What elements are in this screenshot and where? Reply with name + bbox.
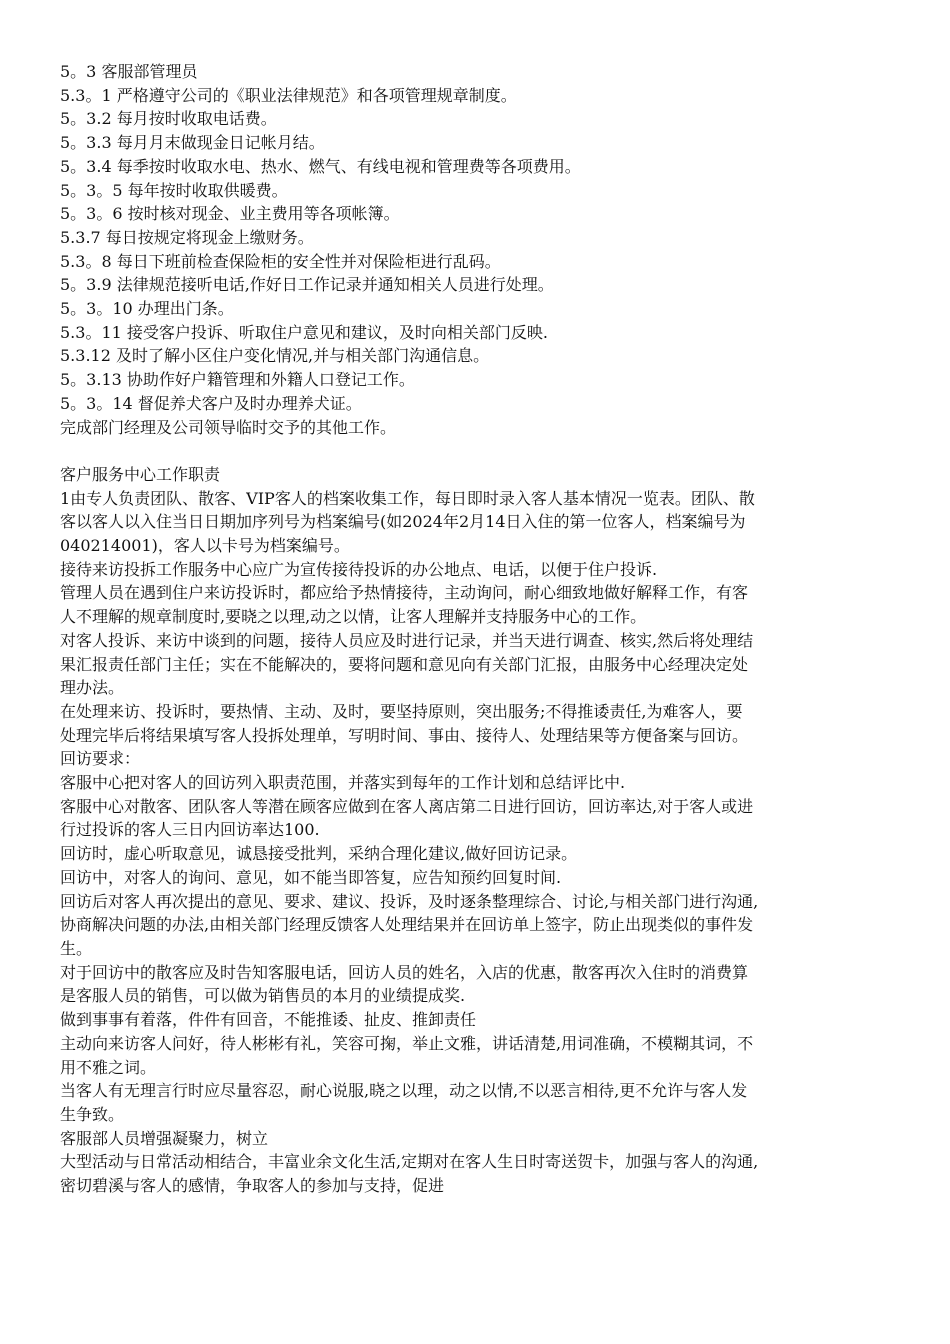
paragraph-line: 当客人有无理言行时应尽量容忍，耐心说服,晓之以理，动之以情,不以恶言相待,更不允许与客人发 bbox=[60, 1081, 748, 1101]
paragraph-line: 果汇报责任部门主任；实在不能解决的，要将问题和意见向有关部门汇报，由服务中心经理决定处 bbox=[60, 654, 749, 674]
paragraph-line: 密切碧溪与客人的感情，争取客人的参加与支持，促进 bbox=[60, 1176, 445, 1196]
paragraph-line: 接待来访投拆工作服务中心应广为宣传接待投诉的办公地点、电话，以便于住户投诉. bbox=[60, 559, 658, 579]
duty-paragraph bbox=[60, 629, 900, 700]
duty-paragraphs bbox=[60, 487, 900, 1198]
paragraph-line: 040214001)，客人以卡号为档案编号。 bbox=[60, 536, 350, 556]
paragraph-line: 对客人投诉、来访中谈到的问题，接待人员应及时进行记录，并当天进行调查、核实,然后将处理结 bbox=[60, 630, 754, 650]
duty-paragraph bbox=[60, 581, 900, 628]
duty-item: 5.3。11 接受客户投诉、听取住户意见和建议，及时向相关部门反映. bbox=[60, 322, 548, 342]
paragraph-line: 处理完毕后将结果填写客人投拆处理单，写明时间、事由、接待人、处理结果等方便备案与回访。 bbox=[60, 725, 749, 745]
section-heading-customer-service-admin: 5。3 客服部管理员 bbox=[60, 62, 198, 81]
duty-item: 5。3.2 每月按时收取电话费。 bbox=[60, 109, 277, 129]
paragraph-line: 客服中心把对客人的回访列入职责范围，并落实到每年的工作计划和总结评比中. bbox=[60, 773, 626, 793]
paragraph-line: 回访要求： bbox=[60, 749, 141, 769]
duty-paragraph bbox=[60, 771, 900, 795]
paragraph-line: 1由专人负责团队、散客、VIP客人的档案收集工作，每日即时录入客人基本情况一览表。团队、散 bbox=[60, 488, 755, 508]
paragraph-line: 是客服人员的销售，可以做为销售员的本月的业绩提成奖. bbox=[60, 986, 466, 1006]
duty-paragraph bbox=[60, 1127, 900, 1151]
duty-item: 5.3。8 每日下班前检查保险柜的安全性并对保险柜进行乱码。 bbox=[60, 251, 501, 271]
duty-item: 5。3.4 每季按时收取水电、热水、燃气、有线电视和管理费等各项费用。 bbox=[60, 156, 581, 176]
paragraph-line: 行过投诉的客人三日内回访率达100. bbox=[60, 820, 320, 840]
duty-paragraph bbox=[60, 747, 900, 771]
duty-item: 完成部门经理及公司领导临时交予的其他工作。 bbox=[60, 417, 397, 437]
duty-paragraph bbox=[60, 1079, 900, 1126]
duty-item: 5。3.13 协助作好户籍管理和外籍人口登记工作。 bbox=[60, 370, 415, 390]
paragraph-line: 协商解决问题的办法,由相关部门经理反馈客人处理结果并在回访单上签字，防止出现类似的事件发 bbox=[60, 915, 754, 935]
duty-item: 5.3.12 及时了解小区住户变化情况,并与相关部门沟通信息。 bbox=[60, 346, 490, 366]
paragraph-line: 客服中心对散客、团队客人等潜在顾客应做到在客人离店第二日进行回访，回访率达,对于客人或进 bbox=[60, 796, 754, 816]
duty-paragraph bbox=[60, 1008, 900, 1032]
duty-paragraph bbox=[60, 1032, 900, 1079]
paragraph-line: 对于回访中的散客应及时告知客服电话，回访人员的姓名，入店的优惠，散客再次入住时的消费算 bbox=[60, 962, 749, 982]
paragraph-line: 大型活动与日常活动相结合，丰富业余文化生活,定期对在客人生日时寄送贺卡，加强与客人的沟通, bbox=[60, 1152, 759, 1172]
paragraph-line: 主动向来访客人问好，待人彬彬有礼，笑容可掬，举止文雅，讲话清楚,用词准确，不模糊其词，不 bbox=[60, 1033, 754, 1053]
duty-item: 5。3。5 每年按时收取供暖费。 bbox=[60, 180, 288, 200]
paragraph-line: 在处理来访、投诉时，要热情、主动、及时，要坚持原则，突出服务;不得推诿责任,为难客人，要 bbox=[60, 701, 743, 721]
paragraph-line: 人不理解的规章制度时,要晓之以理,动之以情，让客人理解并支持服务中心的工作。 bbox=[60, 607, 647, 627]
paragraph-line: 用不雅之词。 bbox=[60, 1057, 157, 1077]
paragraph-line: 生争致。 bbox=[60, 1104, 125, 1124]
duty-paragraph bbox=[60, 700, 900, 747]
duty-paragraph bbox=[60, 487, 900, 558]
duty-item: 5。3.9 法律规范接听电话,作好日工作记录并通知相关人员进行处理。 bbox=[60, 275, 554, 295]
paragraph-line: 回访后对客人再次提出的意见、要求、建议、投诉，及时逐条整理综合、讨论,与相关部门进行沟通, bbox=[60, 891, 759, 911]
paragraph-line: 生。 bbox=[60, 939, 93, 958]
duty-item: 5.3.7 每日按规定将现金上缴财务。 bbox=[60, 227, 314, 247]
section-spacer bbox=[60, 439, 900, 463]
duty-paragraph bbox=[60, 866, 900, 890]
paragraph-line: 管理人员在遇到住户来访投诉时，都应给予热情接待，主动询问，耐心细致地做好解释工作，有客 bbox=[60, 583, 749, 603]
duty-paragraph bbox=[60, 558, 900, 582]
document-page bbox=[60, 60, 900, 1198]
paragraph-line: 回访时，虚心听取意见，诚恳接受批判，采纳合理化建议,做好回访记录。 bbox=[60, 844, 578, 864]
duty-item: 5。3。6 按时核对现金、业主费用等各项帐簿。 bbox=[60, 204, 400, 224]
duty-paragraph bbox=[60, 795, 900, 842]
duty-list bbox=[60, 84, 900, 440]
duty-paragraph bbox=[60, 1150, 900, 1197]
duty-item: 5。3。10 办理出门条。 bbox=[60, 299, 234, 319]
paragraph-line: 客以客人以入住当日日期加序列号为档案编号(如2024年2月14日入住的第一位客人，档案编号为 bbox=[60, 512, 746, 532]
duty-paragraph bbox=[60, 961, 900, 1008]
paragraph-line: 做到事事有着落，件件有回音，不能推诿、扯皮、推卸责任 bbox=[60, 1010, 477, 1030]
paragraph-line: 回访中，对客人的询问、意见，如不能当即答复，应告知预约回复时间. bbox=[60, 867, 562, 887]
duty-paragraph bbox=[60, 842, 900, 866]
duty-paragraph bbox=[60, 890, 900, 961]
paragraph-line: 理办法。 bbox=[60, 678, 125, 698]
paragraph-line: 客服部人员增强凝聚力，树立 bbox=[60, 1128, 269, 1148]
duty-item: 5。3。14 督促养犬客户及时办理养犬证。 bbox=[60, 393, 362, 413]
duty-item: 5.3。1 严格遵守公司的《职业法律规范》和各项管理规章制度。 bbox=[60, 85, 517, 105]
duty-item: 5。3.3 每月月末做现金日记帐月结。 bbox=[60, 133, 325, 153]
section-heading-service-center-duties: 客户服务中心工作职责 bbox=[60, 464, 221, 484]
